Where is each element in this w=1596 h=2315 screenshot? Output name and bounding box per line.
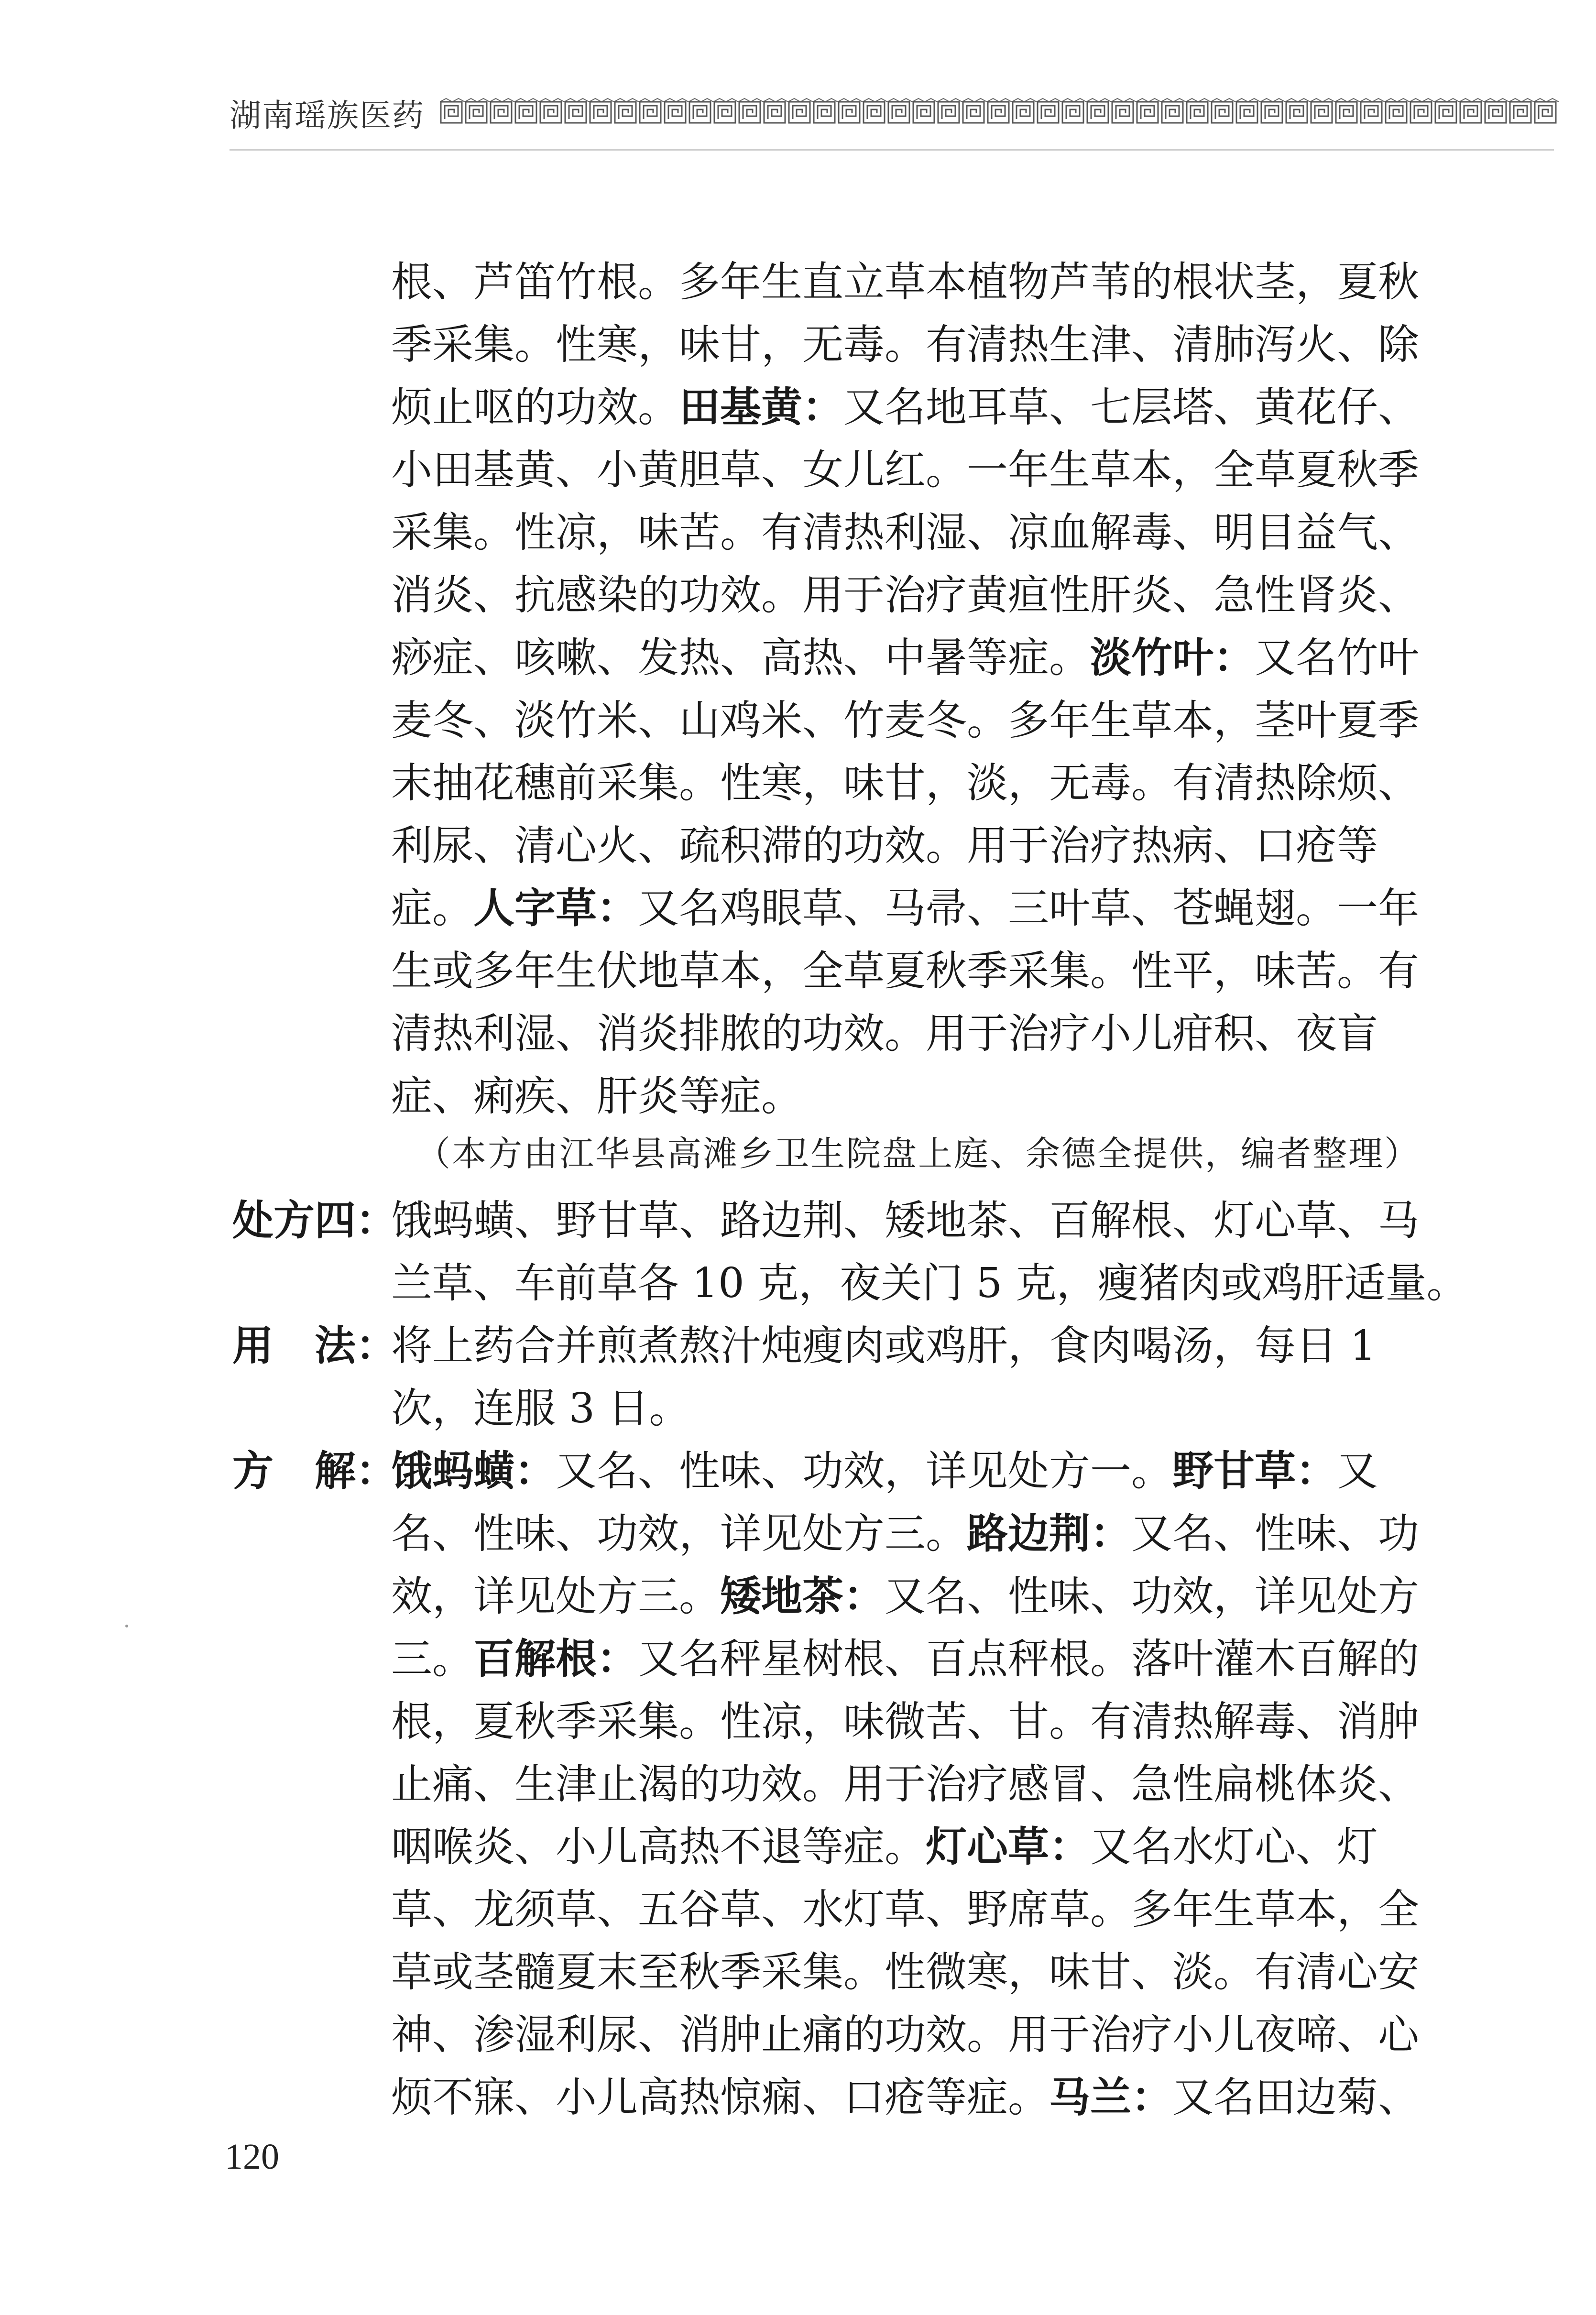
header-rule (230, 149, 1554, 151)
body-paragraph (391, 251, 1419, 1128)
herb-term: 路边荆： (967, 1510, 1131, 1558)
explanation-content (391, 1440, 1419, 2129)
text-line (391, 1753, 1419, 1816)
herb-term: 野甘草： (1172, 1447, 1337, 1495)
text-run: 清热利湿、消炎排脓的功效。用于治疗小儿疳积、夜盲 (391, 1010, 1378, 1058)
text-run: 又名、性味、功 (1131, 1510, 1419, 1558)
text-line (391, 1565, 1419, 1628)
text-line (391, 627, 1419, 689)
text-run: 生或多年生伏地草本，全草夏秋季采集。性平，味苦。有 (391, 947, 1419, 995)
running-title: 湖南瑶族医药 (230, 97, 425, 134)
text-line (391, 314, 1419, 376)
text-run: 止痛、生津止渴的功效。用于治疗感冒、急性扁桃体炎、 (391, 1760, 1419, 1808)
explanation-label: 方 解： (232, 1447, 397, 1495)
text-line (391, 2066, 1419, 2129)
text-run: 兰草、车前草各 10 克，夜关门 5 克，瘦猪肉或鸡肝适量。 (391, 1259, 1468, 1307)
text-run: 名、性味、功效，详见处方三。 (391, 1510, 967, 1558)
text-run: 小田基黄、小黄胆草、女儿红。一年生草本，全草夏秋季 (391, 446, 1419, 494)
margin-speck (125, 1625, 128, 1627)
text-run: 症、痢疾、肝炎等症。 (391, 1072, 802, 1120)
text-run: 又名、性味、功效，详见处方一。 (556, 1447, 1172, 1495)
text-line (391, 940, 1419, 1003)
text-run: 烦不寐、小儿高热惊痫、口疮等症。 (391, 2074, 1049, 2121)
text-line (391, 1503, 1419, 1565)
text-run: 利尿、清心火、疏积滞的功效。用于治疗热病、口疮等 (391, 822, 1378, 870)
herb-term: 百解根： (473, 1635, 638, 1683)
text-line (391, 1190, 1419, 1252)
text-run: 咽喉炎、小儿高热不退等症。 (391, 1823, 926, 1871)
text-line (391, 1628, 1419, 1691)
text-line (391, 1003, 1400, 1065)
usage-label: 用 法： (232, 1322, 397, 1370)
herb-term: 田基黄： (679, 383, 843, 431)
text-line (391, 815, 1400, 877)
text-line (391, 1941, 1419, 2004)
text-line (391, 1816, 1414, 1878)
text-run: 又名地耳草、七层塔、黄花仔、 (843, 383, 1419, 431)
text-line (391, 564, 1419, 627)
usage-content (391, 1315, 1414, 1440)
herb-term: 淡竹叶： (1090, 634, 1255, 682)
text-run: 采集。性凉，味苦。有清热利湿、凉血解毒、明目益气、 (391, 509, 1419, 557)
text-run: 末抽花穗前采集。性寒，味甘，淡，无毒。有清热除烦、 (391, 759, 1419, 807)
text-run: 效，详见处方三。 (391, 1572, 720, 1620)
text-run: 次，连服 3 日。 (391, 1385, 690, 1432)
text-line (391, 1315, 1414, 1377)
text-run: 饿蚂蟥、野甘草、路边荆、矮地茶、百解根、灯心草、马 (391, 1197, 1419, 1245)
text-line (391, 376, 1419, 439)
text-line (391, 1440, 1414, 1503)
text-run: 又名、性味、功效，详见处方 (885, 1572, 1419, 1620)
text-run: 痧症、咳嗽、发热、高热、中暑等症。 (391, 634, 1090, 682)
text-run: 麦冬、淡竹米、山鸡米、竹麦冬。多年生草本，茎叶夏季 (391, 697, 1419, 744)
herb-term: 矮地茶： (720, 1572, 885, 1620)
text-run: 又名秤星树根、百点秤根。落叶灌木百解的 (638, 1635, 1419, 1683)
text-line (391, 1252, 1468, 1315)
page-number: 120 (225, 2137, 279, 2177)
page-header (0, 0, 1596, 158)
text-run: 草或茎髓夏末至秋季采集。性微寒，味甘、淡。有清心安 (391, 1948, 1419, 1996)
text-line (391, 877, 1419, 940)
text-run: 三。 (391, 1635, 473, 1683)
text-run: 又名水灯心、灯 (1090, 1823, 1378, 1871)
text-run: 根，夏秋季采集。性凉，味微苦、甘。有清热解毒、消肿 (391, 1698, 1419, 1746)
text-run: 烦止呕的功效。 (391, 383, 679, 431)
source-note: （本方由江华县高滩乡卫生院盘上庭、余德全提供，编者整理） (416, 1134, 1421, 1174)
text-run: 季采集。性寒，味甘，无毒。有清热生津、清肺泻火、除 (391, 321, 1419, 369)
text-line (391, 251, 1419, 314)
herb-term: 马兰： (1049, 2074, 1172, 2121)
text-run: 又名鸡眼草、马帚、三叶草、苍蝇翅。一年 (638, 885, 1419, 932)
text-run: 神、渗湿利尿、消肿止痛的功效。用于治疗小儿夜啼、心 (391, 2011, 1419, 2059)
text-line (391, 502, 1419, 564)
text-line (391, 689, 1419, 752)
text-run: 症。 (391, 885, 473, 932)
text-run: 根、芦笛竹根。多年生直立草本植物芦苇的根状茎，夏秋 (391, 258, 1419, 306)
text-run: 草、龙须草、五谷草、水灯草、野席草。多年生草本，全 (391, 1886, 1419, 1933)
text-run: 又名田边菊、 (1172, 2074, 1419, 2121)
text-run: 消炎、抗感染的功效。用于治疗黄疸性肝炎、急性肾炎、 (391, 571, 1419, 619)
herb-term: 灯心草： (926, 1823, 1090, 1871)
herb-term: 人字草： (473, 885, 638, 932)
text-run: 又名竹叶 (1255, 634, 1419, 682)
text-run: 将上药合并煎煮熬汁炖瘦肉或鸡肝，食肉喝汤，每日 1 (391, 1322, 1377, 1370)
decorative-border (440, 98, 1559, 127)
text-line (391, 439, 1419, 502)
text-line (391, 1691, 1419, 1753)
text-line (391, 2004, 1419, 2066)
text-run: 又 (1337, 1447, 1378, 1495)
text-line (391, 1878, 1419, 1941)
text-line (391, 1065, 1400, 1128)
herb-term: 饿蚂蟥： (391, 1447, 556, 1495)
prescription-content (391, 1190, 1468, 1315)
text-line (391, 1377, 1414, 1440)
text-line (391, 752, 1419, 815)
prescription-label: 处方四： (232, 1197, 397, 1245)
